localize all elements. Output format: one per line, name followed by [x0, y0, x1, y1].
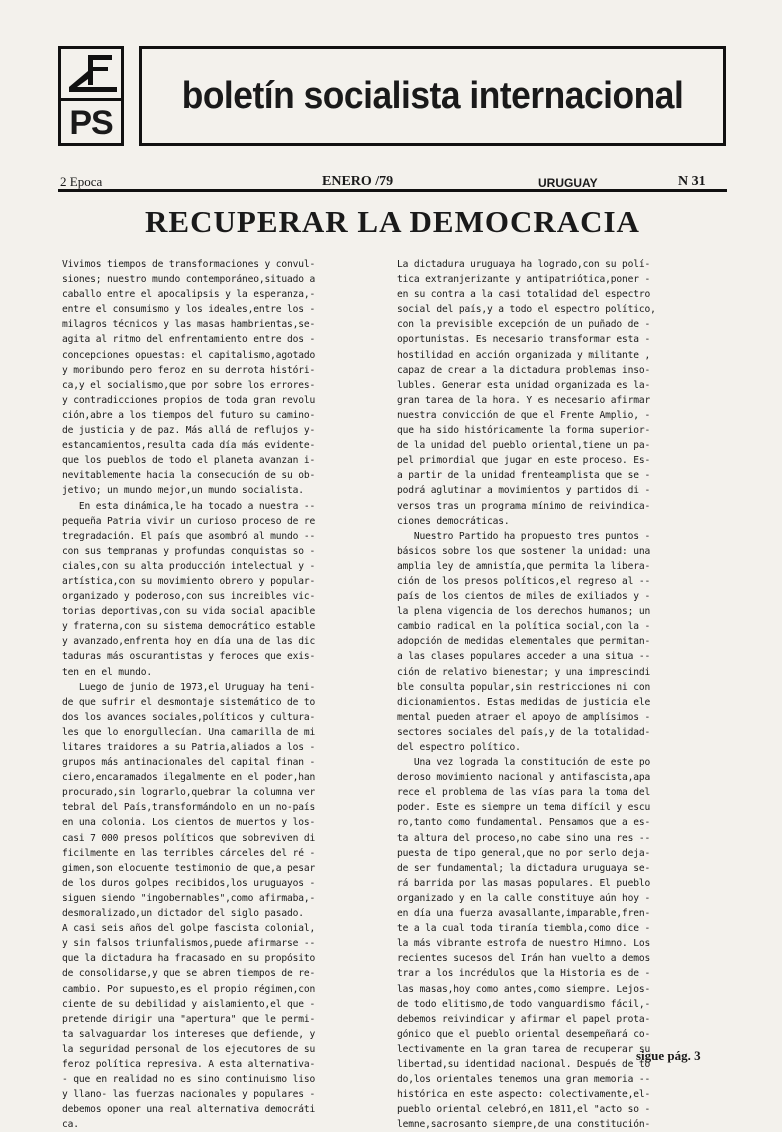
- issue-country: URUGUAY: [538, 176, 598, 190]
- text-line: pueblo oriental celebró,en 1811,el "acto so -: [397, 1104, 651, 1116]
- text-line: libertad,su identidad nacional. Después de to: [397, 1058, 651, 1070]
- text-line: que la dictadura ha fracasado en su propósito: [62, 953, 316, 965]
- text-line: ción de los presos políticos,el regreso al --: [397, 575, 651, 587]
- text-line: ro,tanto como fundamental. Pensamos que a es-: [397, 817, 651, 829]
- text-line: y llano- las fuerzas nacionales y populares -: [62, 1089, 316, 1101]
- text-line: poder. Este es siempre un tema difícil y escu: [397, 802, 651, 814]
- text-line: debemos oponer una real alternativa democráti: [62, 1104, 316, 1116]
- text-line: país de los cientos de miles de exiliados y -: [397, 591, 651, 603]
- text-line: litares traidores a su Patria,aliados a los -: [62, 742, 316, 753]
- text-line: casi 7 000 presos políticos que sobreviven di: [62, 832, 316, 844]
- text-line: ciero,encaramados ilegalmente en el poder,han: [62, 772, 316, 784]
- text-line: milagros técnicos y las masas hambrientas,se-: [62, 319, 316, 331]
- text-line: procurado,sin lograrlo,quebrar la columna ver: [62, 787, 316, 799]
- text-line: amplia ley de amnistía,que permita la libera-: [397, 560, 651, 572]
- text-line: con la previsible excepción de un puñado de -: [397, 319, 651, 331]
- text-line: organizado y en la calle constituye aún hoy -: [397, 892, 651, 904]
- text-line: ten en el mundo.: [62, 666, 153, 678]
- text-line: concepciones opuestas: el capitalismo,agotado: [62, 349, 316, 361]
- text-line: ta salvaguardar los intereses que defiende, y: [62, 1028, 316, 1040]
- text-line: del espectro político.: [397, 742, 521, 753]
- text-line: de que sufrir el desmontaje sistemático de to: [62, 696, 316, 708]
- text-line: oportunistas. Es necesario transformar esta -: [397, 334, 651, 346]
- text-line: ción de relativo bienestar; y una imprescindi: [397, 666, 651, 678]
- text-line: desmoralizado,un dictador del siglo pasado.: [62, 908, 304, 920]
- text-line: recientes sucesos del Irán han vuelto a demos: [397, 953, 651, 965]
- text-line: y fraterna,con su sistema democrático estable: [62, 621, 316, 633]
- text-line: debemos reivindicar y afirmar el papel prota-: [397, 1013, 651, 1025]
- text-line: agita al ritmo del enfrentamiento entre dos -: [62, 334, 316, 346]
- text-line: les que lo enorgullecían. Una camarilla de mi: [62, 726, 316, 738]
- text-line: tica extranjerizante y antipatriótica,poner -: [397, 274, 651, 286]
- text-line: A casi seis años del golpe fascista colonial,: [62, 923, 316, 935]
- text-line: de la unidad del pueblo oriental,tiene un pa-: [397, 440, 651, 452]
- text-line: sectores sociales del país,y de la totalidad-: [397, 726, 651, 738]
- text-line: en día una fuerza avasallante,imparable,fren-: [397, 908, 651, 920]
- issue-date: ENERO /79: [322, 174, 394, 189]
- text-line: torias deportivas,con su vida social apacible: [62, 606, 316, 618]
- text-line: siguen siendo "ingobernables",como afirmaba,-: [62, 892, 316, 904]
- text-line: de consolidarse,y que se abren tiempos de re-: [62, 968, 316, 980]
- article-right-column: [397, 257, 737, 1132]
- text-line: lemne,sacrosanto siempre,de una constitución-: [397, 1119, 651, 1131]
- publication-title: boletín socialista internacional: [181, 75, 684, 117]
- text-line: ciones democráticas.: [397, 515, 510, 527]
- masthead-box: [139, 46, 726, 146]
- text-line: lubles. Generar esta unidad organizada es la-: [397, 379, 651, 391]
- text-line: y moribundo pero feroz en su derrota históri-: [62, 364, 316, 376]
- text-line: en su contra a la casi totalidad del espectro: [397, 289, 651, 301]
- text-line: de justicia y de paz. Más allá de reflujos y-: [62, 425, 316, 437]
- text-line: lectivamente en la gran tarea de recuperar su: [397, 1043, 651, 1055]
- text-line: capaz de crear a la dictadura problemas inso-: [397, 364, 651, 376]
- text-line: jetivo; un mundo mejor,un mundo socialista.: [62, 485, 304, 497]
- party-logo: [58, 46, 124, 146]
- text-line: ciales,con su alta producción intelectual y -: [62, 560, 316, 572]
- text-line: gimen,son elocuente testimonio de que,a pesar: [62, 862, 316, 874]
- text-line: tregradación. El país que asombró al mundo --: [62, 530, 316, 542]
- article-left-column: [62, 257, 384, 1132]
- text-line: Luego de junio de 1973,el Uruguay ha teni-: [62, 681, 316, 693]
- text-line: las masas,hoy como antes,como siempre. Lejos-: [397, 983, 651, 995]
- text-line: de todo elitismo,de todo vanguardismo fácil,-: [397, 998, 651, 1010]
- text-line: la más vibrante estrofa de nuestro Himno. Los: [397, 938, 651, 950]
- text-line: básicos sobre los que sostener la unidad: una: [397, 545, 651, 557]
- text-line: en una colonia. Los cientos de muertos y los-: [62, 817, 316, 829]
- text-line: podrá aglutinar a movimientos y partidos di -: [397, 485, 651, 497]
- text-line: Una vez lograda la constitución de este po: [397, 757, 651, 769]
- text-line: dos los avances sociales,políticos y cultura-: [62, 711, 316, 723]
- text-line: ciente de su debilidad y aislamiento,el que -: [62, 998, 316, 1010]
- text-line: a las clases populares acceder a una situa --: [397, 651, 651, 663]
- text-line: mental pueden atraer el apoyo de amplísimos -: [397, 711, 651, 723]
- text-line: social del país,y a todo el espectro político,: [397, 304, 656, 316]
- text-line: La dictadura uruguaya ha logrado,con su polí-: [397, 259, 651, 270]
- text-line: que ha sido históricamente la forma superior-: [397, 425, 651, 437]
- text-line: y avanzado,enfrenta hoy en día una de las dic: [62, 636, 316, 648]
- text-line: la plena vigencia de los derechos humanos; un: [397, 606, 651, 618]
- text-line: ta altura del proceso,no cabe sino una res --: [397, 832, 651, 844]
- text-line: te a la cual toda tiranía tiembla,como dice -: [397, 923, 651, 935]
- text-line: Vivimos tiempos de transformaciones y convul-: [62, 259, 316, 270]
- logo-emblem: [61, 49, 121, 101]
- text-line: feroz política represiva. A esta alternativa-: [62, 1058, 316, 1070]
- text-line: rece el problema de las vías para la toma del: [397, 787, 651, 799]
- emblem-icon: [61, 49, 121, 98]
- text-line: ca.: [62, 1119, 79, 1131]
- text-line: de los duros golpes recibidos,los uruguayos -: [62, 877, 316, 889]
- text-line: organizado y poderoso,con sus increibles vic-: [62, 591, 316, 603]
- text-line: pel primordial que jugar en este proceso. Es-: [397, 455, 651, 467]
- text-line: caballo entre el apocalipsis y la esperanza,-: [62, 289, 316, 301]
- text-line: versos tras un programa mínimo de reivindica-: [397, 500, 651, 512]
- text-line: ción,abre a los tiempos del futuro su camino-: [62, 409, 316, 421]
- text-line: cambio. Por supuesto,es el propio régimen,con: [62, 983, 316, 995]
- text-line: pequeña Patria vivir un curioso proceso de re: [62, 515, 316, 527]
- text-line: ca,y el socialismo,que por sobre los errores-: [62, 379, 316, 391]
- text-line: adopción de medidas elementales que permitan-: [397, 636, 651, 648]
- text-line: En esta dinámica,le ha tocado a nuestra --: [62, 500, 316, 512]
- text-line: tebral del País,transformándolo en un no-país: [62, 802, 316, 814]
- text-line: hostilidad en acción organizada y militante ,: [397, 349, 651, 361]
- text-line: ficilmente en las terribles cárceles del ré -: [62, 847, 316, 859]
- article-headline: RECUPERAR LA DEMOCRACIA: [145, 204, 640, 239]
- logo-text: PS: [69, 104, 113, 142]
- text-line: la seguridad personal de los ejecutores de su: [62, 1043, 316, 1055]
- text-line: entre el consumismo y los ideales,entre los -: [62, 304, 316, 316]
- text-line: deroso movimiento nacional y antifascista,apa: [397, 772, 651, 784]
- text-line: puesta de tipo general,que no por serlo deja-: [397, 847, 651, 859]
- text-line: dicionamientos. Estas medidas de justicia ele: [397, 696, 651, 708]
- text-line: histórica en este aspecto: colectivamente,el-: [397, 1089, 651, 1101]
- text-line: rá barrida por las masas populares. El pueblo: [397, 877, 651, 889]
- text-line: gran tarea de la hora. Y es necesario afirmar: [397, 394, 651, 406]
- continued-note: sigue pág. 3: [636, 1048, 701, 1063]
- text-line: pretende dirigir una "apertura" que le permi-: [62, 1013, 316, 1025]
- text-line: Nuestro Partido ha propuesto tres puntos -: [397, 530, 651, 542]
- text-line: grupos más antinacionales del capital finan -: [62, 757, 316, 769]
- text-line: siones; nuestro mundo contemporáneo,situado a: [62, 274, 316, 286]
- text-line: - que en realidad no es sino continuismo liso: [62, 1074, 316, 1086]
- text-line: trar a los incrédulos que la Historia es de -: [397, 968, 651, 980]
- issue-epoch: 2 Epoca: [60, 174, 103, 189]
- text-line: ble consulta popular,sin restricciones ni con: [397, 681, 651, 693]
- text-line: y contradicciones propios de toda gran revolu: [62, 394, 316, 406]
- header-rule: [58, 189, 727, 192]
- text-line: con sus tempranas y profundas conquistas so -: [62, 545, 316, 557]
- text-line: nuestra convicción de que el Frente Amplio, -: [397, 409, 651, 421]
- text-line: nevitablemente hacia la consecución de su ob-: [62, 470, 316, 482]
- text-line: y sin falsos triunfalismos,puede afirmarse --: [62, 938, 316, 950]
- text-line: de ser fundamental; la dictadura uruguaya se-: [397, 862, 651, 874]
- text-line: cambio radical en la política social,con la -: [397, 621, 651, 633]
- text-line: estancamientos,resulta cada día más evidente-: [62, 440, 316, 452]
- text-line: taduras más oscurantistas y feroces que exis-: [62, 651, 316, 663]
- text-line: a partir de la unidad frenteamplista que se -: [397, 470, 651, 482]
- text-line: que los pueblos de todo el planeta avanzan i-: [62, 455, 316, 467]
- text-line: gónico que el pueblo oriental desempeñará co-: [397, 1028, 651, 1040]
- issue-number: N 31: [678, 174, 706, 189]
- text-line: artística,con su movimiento obrero y popular-: [62, 575, 316, 587]
- text-line: do,los orientales tenemos una gran memoria --: [397, 1074, 651, 1086]
